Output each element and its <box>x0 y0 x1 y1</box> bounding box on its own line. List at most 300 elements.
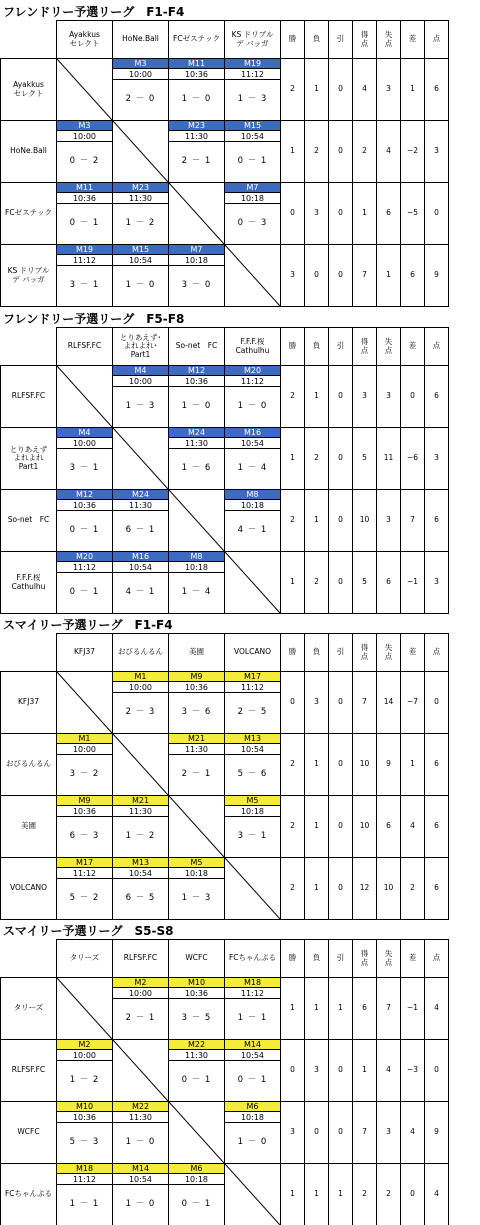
match-cell <box>169 245 225 307</box>
match-score: 1 － 4 <box>181 587 212 597</box>
match-box <box>225 366 280 427</box>
match-time: 10:54 <box>113 868 168 879</box>
match-box <box>57 796 112 857</box>
row-team-name: 美園 <box>1 796 57 858</box>
header-row <box>1 21 449 59</box>
team-row <box>1 734 449 796</box>
team-row <box>1 858 449 920</box>
match-cell <box>169 1164 225 1225</box>
team-row <box>1 490 449 552</box>
match-time: 10:18 <box>225 806 280 817</box>
stat-value: 12 <box>353 858 377 920</box>
self-match-cell <box>169 183 225 245</box>
corner-cell <box>1 634 57 672</box>
match-time: 10:54 <box>225 438 280 449</box>
match-cell <box>225 366 281 428</box>
column-team-header: おびるんるん <box>113 634 169 672</box>
stat-value: 6 <box>353 978 377 1040</box>
stat-value: 2 <box>401 858 425 920</box>
match-number: M4 <box>57 428 112 438</box>
match-cell <box>113 552 169 614</box>
stat-header: 引 <box>329 328 353 366</box>
match-cell <box>57 1040 113 1102</box>
match-box <box>113 1164 168 1225</box>
match-score: 5 － 3 <box>69 1137 100 1147</box>
stat-header: 得 点 <box>353 634 377 672</box>
match-cell <box>225 978 281 1040</box>
match-number: M15 <box>225 121 280 131</box>
column-team-header: RLFSF.FC <box>113 940 169 978</box>
stat-value: 1 <box>305 490 329 552</box>
match-score: 2 － 0 <box>125 94 156 104</box>
match-box <box>169 1164 224 1225</box>
stat-value: 0 <box>281 672 305 734</box>
match-number: M24 <box>169 428 224 438</box>
stat-value: 0 <box>425 1040 449 1102</box>
stat-value: −3 <box>401 1040 425 1102</box>
match-time: 10:18 <box>169 868 224 879</box>
stat-value: 1 <box>305 734 329 796</box>
stat-value: −1 <box>401 978 425 1040</box>
row-team-name: F.F.F.桜 Cathulhu <box>1 552 57 614</box>
match-number: M6 <box>169 1164 224 1174</box>
stat-value: 1 <box>353 1040 377 1102</box>
stat-value: 9 <box>377 734 401 796</box>
match-box <box>169 59 224 120</box>
stat-header: 差 <box>401 634 425 672</box>
match-cell <box>113 366 169 428</box>
row-team-name: タリーズ <box>1 978 57 1040</box>
self-match-cell <box>113 734 169 796</box>
match-score: 0 － 3 <box>237 218 268 228</box>
match-score: 1 － 3 <box>237 94 268 104</box>
stat-value: 1 <box>305 978 329 1040</box>
match-box <box>113 672 168 733</box>
match-number: M19 <box>57 245 112 255</box>
stat-value: 7 <box>401 490 425 552</box>
match-score: 0 － 2 <box>69 156 100 166</box>
stat-header: 得 点 <box>353 328 377 366</box>
match-cell <box>169 428 225 490</box>
stat-value: 10 <box>353 734 377 796</box>
league-section <box>0 919 480 1223</box>
stat-value: 2 <box>281 796 305 858</box>
self-match-cell <box>57 978 113 1040</box>
match-score: 0 － 1 <box>69 587 100 597</box>
match-box <box>57 1102 112 1163</box>
match-number: M2 <box>57 1040 112 1050</box>
self-match-cell <box>57 59 113 121</box>
stat-header: 得 点 <box>353 21 377 59</box>
stat-value: 0 <box>329 59 353 121</box>
match-time: 11:12 <box>225 69 280 80</box>
match-time: 10:00 <box>113 376 168 387</box>
column-team-header: So-net FC <box>169 328 225 366</box>
match-time: 10:54 <box>113 255 168 266</box>
stat-value: 7 <box>353 1102 377 1164</box>
stat-value: 6 <box>377 552 401 614</box>
match-number: M11 <box>169 59 224 69</box>
stat-value: 2 <box>305 428 329 490</box>
self-match-cell <box>57 366 113 428</box>
match-box <box>113 366 168 427</box>
stat-value: 11 <box>377 428 401 490</box>
stat-value: 1 <box>305 1164 329 1225</box>
match-score: 5 － 6 <box>237 769 268 779</box>
diagonal-line <box>169 796 224 857</box>
stat-header: 失 点 <box>377 328 401 366</box>
match-score: 3 － 1 <box>69 463 100 473</box>
match-time: 11:12 <box>57 562 112 573</box>
match-box <box>113 59 168 120</box>
row-team-name: おびるんるん <box>1 734 57 796</box>
stat-header: 点 <box>425 940 449 978</box>
row-team-name: RLFSF.FC <box>1 366 57 428</box>
match-box <box>113 858 168 919</box>
team-row <box>1 1102 449 1164</box>
match-time: 10:36 <box>169 988 224 999</box>
stat-header: 失 点 <box>377 634 401 672</box>
row-team-name: HoNe.Ball <box>1 121 57 183</box>
match-score: 1 － 0 <box>237 1137 268 1147</box>
team-row <box>1 121 449 183</box>
match-box <box>113 978 168 1039</box>
stat-value: 2 <box>281 366 305 428</box>
stat-header: 引 <box>329 21 353 59</box>
stat-value: 3 <box>281 1102 305 1164</box>
match-box <box>225 1040 280 1101</box>
match-box <box>169 858 224 919</box>
diagonal-line <box>113 121 168 182</box>
match-cell <box>169 858 225 920</box>
stat-value: 2 <box>377 1164 401 1225</box>
self-match-cell <box>225 858 281 920</box>
match-cell <box>113 245 169 307</box>
match-box <box>169 734 224 795</box>
stat-value: 4 <box>377 121 401 183</box>
match-cell <box>57 552 113 614</box>
match-time: 10:36 <box>169 376 224 387</box>
stat-value: 1 <box>329 978 353 1040</box>
stat-value: 0 <box>305 245 329 307</box>
match-number: M18 <box>57 1164 112 1174</box>
match-time: 11:30 <box>169 438 224 449</box>
match-box <box>225 490 280 551</box>
match-number: M7 <box>225 183 280 193</box>
match-number: M7 <box>169 245 224 255</box>
stat-value: 3 <box>305 672 329 734</box>
stat-value: 5 <box>353 552 377 614</box>
stat-header: 勝 <box>281 21 305 59</box>
team-row <box>1 796 449 858</box>
match-number: M14 <box>225 1040 280 1050</box>
stat-value: 9 <box>425 1102 449 1164</box>
match-score: 1 － 0 <box>181 401 212 411</box>
stat-value: −7 <box>401 672 425 734</box>
match-number: M2 <box>113 978 168 988</box>
match-cell <box>225 59 281 121</box>
match-number: M19 <box>225 59 280 69</box>
match-box <box>57 552 112 613</box>
diagonal-line <box>225 1164 280 1225</box>
match-cell <box>225 428 281 490</box>
league-title: フレンドリー予選リーグ F5-F8 <box>3 312 185 326</box>
match-number: M21 <box>113 796 168 806</box>
self-match-cell <box>225 552 281 614</box>
match-score: 2 － 3 <box>125 707 156 717</box>
match-score: 0 － 1 <box>181 1075 212 1085</box>
row-team-name: FCちゃんぷる <box>1 1164 57 1225</box>
self-match-cell <box>225 1164 281 1225</box>
match-score: 6 － 5 <box>125 893 156 903</box>
stat-value: 0 <box>401 1164 425 1225</box>
match-box <box>225 183 280 244</box>
match-score: 4 － 1 <box>125 587 156 597</box>
match-score: 1 － 0 <box>125 280 156 290</box>
stat-value: 1 <box>281 428 305 490</box>
match-number: M23 <box>169 121 224 131</box>
match-time: 10:00 <box>57 131 112 142</box>
stat-value: 2 <box>281 59 305 121</box>
match-score: 3 － 0 <box>181 280 212 290</box>
match-number: M21 <box>169 734 224 744</box>
match-box <box>57 245 112 306</box>
match-score: 2 － 1 <box>181 156 212 166</box>
row-team-name: FCゼステック <box>1 183 57 245</box>
self-match-cell <box>113 1040 169 1102</box>
column-team-header: VOLCANO <box>225 634 281 672</box>
match-time: 11:12 <box>57 868 112 879</box>
stat-value: 1 <box>281 1164 305 1225</box>
match-cell <box>169 552 225 614</box>
match-score: 1 － 1 <box>237 1013 268 1023</box>
match-time: 10:18 <box>169 562 224 573</box>
match-cell <box>113 490 169 552</box>
stat-header: 勝 <box>281 328 305 366</box>
stat-value: 1 <box>305 59 329 121</box>
diagonal-line <box>225 858 280 919</box>
match-cell <box>169 1040 225 1102</box>
stat-value: 0 <box>329 734 353 796</box>
diagonal-line <box>225 245 280 306</box>
match-score: 3 － 5 <box>181 1013 212 1023</box>
match-box <box>113 490 168 551</box>
match-number: M17 <box>57 858 112 868</box>
match-cell <box>113 978 169 1040</box>
match-cell <box>169 672 225 734</box>
league-table <box>0 20 449 307</box>
match-cell <box>57 1102 113 1164</box>
stat-value: 6 <box>425 796 449 858</box>
match-number: M10 <box>57 1102 112 1112</box>
stat-value: −1 <box>401 552 425 614</box>
match-number: M12 <box>57 490 112 500</box>
team-row <box>1 978 449 1040</box>
match-score: 1 － 2 <box>69 1075 100 1085</box>
stat-value: 5 <box>353 428 377 490</box>
match-box <box>225 672 280 733</box>
match-score: 2 － 1 <box>125 1013 156 1023</box>
match-score: 1 － 6 <box>181 463 212 473</box>
team-row <box>1 672 449 734</box>
stat-value: 0 <box>425 183 449 245</box>
stat-value: 6 <box>425 59 449 121</box>
match-cell <box>169 59 225 121</box>
column-team-header: FCちゃんぷる <box>225 940 281 978</box>
match-score: 1 － 3 <box>125 401 156 411</box>
match-number: M9 <box>169 672 224 682</box>
match-score: 1 － 2 <box>125 218 156 228</box>
stat-header: 勝 <box>281 634 305 672</box>
stat-header: 勝 <box>281 940 305 978</box>
stat-value: 0 <box>305 1102 329 1164</box>
stat-value: 2 <box>281 734 305 796</box>
column-team-header: KS ドリブル デ バッガ <box>225 21 281 59</box>
match-cell <box>113 796 169 858</box>
match-score: 3 － 1 <box>69 280 100 290</box>
match-time: 10:36 <box>169 682 224 693</box>
diagonal-line <box>57 978 112 1039</box>
stat-value: 3 <box>425 121 449 183</box>
stat-value: 1 <box>305 796 329 858</box>
match-time: 11:12 <box>57 255 112 266</box>
stat-value: 1 <box>281 978 305 1040</box>
team-row <box>1 552 449 614</box>
match-time: 11:30 <box>169 131 224 142</box>
match-number: M5 <box>225 796 280 806</box>
match-cell <box>225 672 281 734</box>
match-score: 6 － 1 <box>125 525 156 535</box>
match-box <box>169 121 224 182</box>
match-cell <box>225 121 281 183</box>
match-time: 10:36 <box>57 1112 112 1123</box>
match-time: 11:30 <box>113 193 168 204</box>
match-box <box>57 121 112 182</box>
match-cell <box>113 183 169 245</box>
column-team-header: KFJ37 <box>57 634 113 672</box>
match-score: 2 － 1 <box>181 769 212 779</box>
column-team-header: Ayakkus セレクト <box>57 21 113 59</box>
match-score: 3 － 6 <box>181 707 212 717</box>
match-score: 0 － 1 <box>237 156 268 166</box>
self-match-cell <box>113 428 169 490</box>
match-box <box>169 978 224 1039</box>
row-team-name: So-net FC <box>1 490 57 552</box>
row-team-name: RLFSF.FC <box>1 1040 57 1102</box>
match-cell <box>113 672 169 734</box>
match-box <box>225 796 280 857</box>
column-team-header: FCゼステック <box>169 21 225 59</box>
stat-value: 4 <box>377 1040 401 1102</box>
match-cell <box>113 858 169 920</box>
match-box <box>225 59 280 120</box>
stat-value: 2 <box>305 121 329 183</box>
match-box <box>225 121 280 182</box>
stat-header: 差 <box>401 940 425 978</box>
stat-value: 0 <box>329 121 353 183</box>
stat-value: 7 <box>377 978 401 1040</box>
match-time: 11:30 <box>113 1112 168 1123</box>
stat-value: 6 <box>377 796 401 858</box>
match-cell <box>169 978 225 1040</box>
stat-value: 10 <box>377 858 401 920</box>
match-number: M4 <box>113 366 168 376</box>
stat-value: 3 <box>353 366 377 428</box>
stat-value: 6 <box>377 183 401 245</box>
stat-value: 0 <box>425 672 449 734</box>
match-score: 0 － 1 <box>69 525 100 535</box>
diagonal-line <box>57 672 112 733</box>
league-section <box>0 613 480 917</box>
match-box <box>57 428 112 489</box>
stat-value: 6 <box>425 490 449 552</box>
match-time: 10:00 <box>113 69 168 80</box>
stat-value: 2 <box>353 1164 377 1225</box>
stat-header: 引 <box>329 940 353 978</box>
match-score: 1 － 2 <box>125 831 156 841</box>
match-box <box>225 734 280 795</box>
team-row <box>1 1040 449 1102</box>
stat-value: 2 <box>281 490 305 552</box>
league-table <box>0 327 449 614</box>
diagonal-line <box>113 734 168 795</box>
stat-header: 負 <box>305 21 329 59</box>
match-number: M12 <box>169 366 224 376</box>
match-time: 10:54 <box>113 1174 168 1185</box>
column-team-header: WCFC <box>169 940 225 978</box>
match-box <box>169 552 224 613</box>
stat-value: 3 <box>377 490 401 552</box>
header-row <box>1 328 449 366</box>
match-time: 10:54 <box>113 562 168 573</box>
match-time: 10:36 <box>57 500 112 511</box>
stat-value: 1 <box>401 59 425 121</box>
match-time: 10:18 <box>225 500 280 511</box>
match-number: M14 <box>113 1164 168 1174</box>
match-score: 1 － 0 <box>237 401 268 411</box>
match-number: M1 <box>57 734 112 744</box>
match-cell <box>57 1164 113 1225</box>
match-number: M24 <box>113 490 168 500</box>
stat-value: 1 <box>329 1164 353 1225</box>
match-number: M13 <box>113 858 168 868</box>
stat-value: 2 <box>305 552 329 614</box>
match-time: 11:30 <box>169 1050 224 1061</box>
match-time: 11:12 <box>225 376 280 387</box>
stat-header: 差 <box>401 21 425 59</box>
row-team-name: Ayakkus セレクト <box>1 59 57 121</box>
league-table <box>0 633 449 920</box>
stat-value: 2 <box>353 121 377 183</box>
diagonal-line <box>113 1040 168 1101</box>
stat-value: 0 <box>329 552 353 614</box>
match-time: 10:00 <box>57 744 112 755</box>
stat-value: 6 <box>425 858 449 920</box>
team-row <box>1 183 449 245</box>
stat-value: 0 <box>329 672 353 734</box>
diagonal-line <box>169 1102 224 1163</box>
match-box <box>113 1102 168 1163</box>
match-box <box>57 1040 112 1101</box>
stat-value: 3 <box>305 1040 329 1102</box>
match-box <box>57 183 112 244</box>
match-number: M1 <box>113 672 168 682</box>
stat-header: 失 点 <box>377 940 401 978</box>
stat-value: 3 <box>377 1102 401 1164</box>
match-score: 1 － 4 <box>237 463 268 473</box>
match-cell <box>225 1040 281 1102</box>
match-time: 11:12 <box>225 988 280 999</box>
